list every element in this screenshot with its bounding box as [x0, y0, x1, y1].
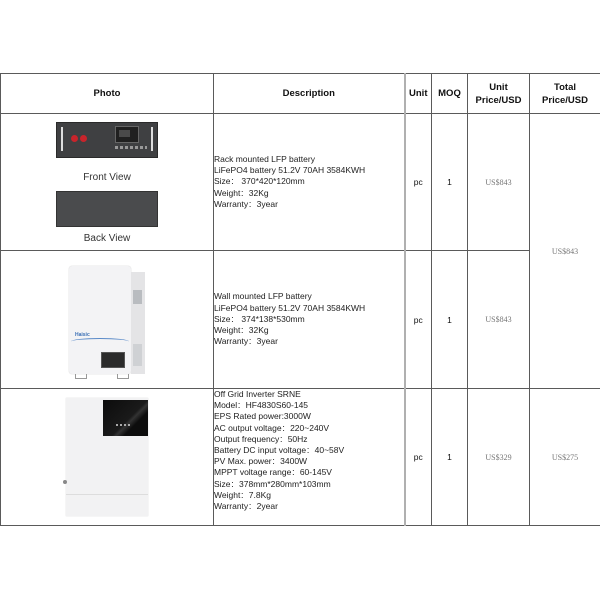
header-total-price-line2: Price/USD [542, 94, 588, 106]
photo-cell [1, 389, 214, 526]
total-price-cell: US$275 [530, 389, 600, 526]
header-unit-price-line1: Unit [489, 81, 508, 93]
description-cell [214, 389, 405, 526]
desc-line: PV Max. power：3400W [214, 456, 308, 467]
moq-cell: 1 [432, 114, 468, 251]
back-view-caption: Back View [83, 233, 131, 244]
inverter-image [66, 398, 148, 516]
rack-battery-back-image [56, 191, 158, 227]
desc-line: Size： 374*138*530mm [214, 313, 305, 324]
desc-line: MPPT voltage range：60-145V [214, 467, 332, 478]
desc-line: LiFePO4 battery 51.2V 70AH 3584KWH [214, 302, 366, 313]
desc-line: Wall mounted LFP battery [214, 291, 312, 302]
moq-cell: 1 [432, 251, 468, 389]
desc-line: Weight：32Kg [214, 325, 269, 336]
description-cell [214, 114, 405, 251]
header-moq: MOQ [432, 74, 468, 114]
table-row [1, 251, 600, 389]
desc-line: Battery DC input voltage：40~58V [214, 445, 345, 456]
desc-line: Off Grid Inverter SRNE [214, 389, 301, 399]
header-description: Description [214, 74, 405, 114]
front-view-caption: Front View [83, 172, 131, 183]
wall-battery-image [67, 260, 147, 380]
description-cell [214, 251, 405, 389]
header-total-price [530, 74, 600, 114]
desc-line: LiFePO4 battery 51.2V 70AH 3584KWH [214, 165, 366, 176]
total-price-cell-merged: US$843 [530, 114, 600, 389]
moq-cell: 1 [432, 389, 468, 526]
desc-line: AC output voltage：220~240V [214, 422, 330, 433]
header-row [1, 74, 600, 114]
desc-line: Rack mounted LFP battery [214, 153, 315, 164]
unit-price-cell: US$843 [468, 251, 530, 389]
header-photo: Photo [1, 74, 214, 114]
table-row [1, 114, 600, 251]
rack-battery-front-image [56, 122, 158, 158]
header-unit: Unit [405, 74, 432, 114]
header-unit-price [468, 74, 530, 114]
photo-cell [1, 251, 214, 389]
desc-line: Weight：7.8Kg [214, 489, 272, 500]
header-unit-price-line2: Price/USD [475, 94, 522, 106]
brand-label: Haisic [75, 331, 90, 338]
desc-line: Size：378mm*280mm*103mm [214, 478, 331, 489]
unit-cell: pc [405, 389, 432, 526]
table-row [1, 389, 600, 526]
desc-line: Size： 370*420*120mm [214, 176, 305, 187]
unit-cell: pc [405, 251, 432, 389]
desc-line: Weight：32Kg [214, 187, 269, 198]
photo-cell [1, 114, 214, 251]
desc-line: Model：HF4830S60-145 [214, 400, 309, 411]
header-total-price-line1: Total [554, 81, 576, 93]
desc-line: Output frequency：50Hz [214, 433, 308, 444]
unit-cell: pc [405, 114, 432, 251]
desc-line: Warranty：2year [214, 501, 278, 512]
unit-price-cell: US$329 [468, 389, 530, 526]
desc-line: Warranty：3year [214, 336, 278, 347]
quotation-table [0, 73, 600, 526]
unit-price-cell: US$843 [468, 114, 530, 251]
desc-line: Warranty：3year [214, 198, 278, 209]
desc-line: EPS Rated power:3000W [214, 411, 311, 422]
